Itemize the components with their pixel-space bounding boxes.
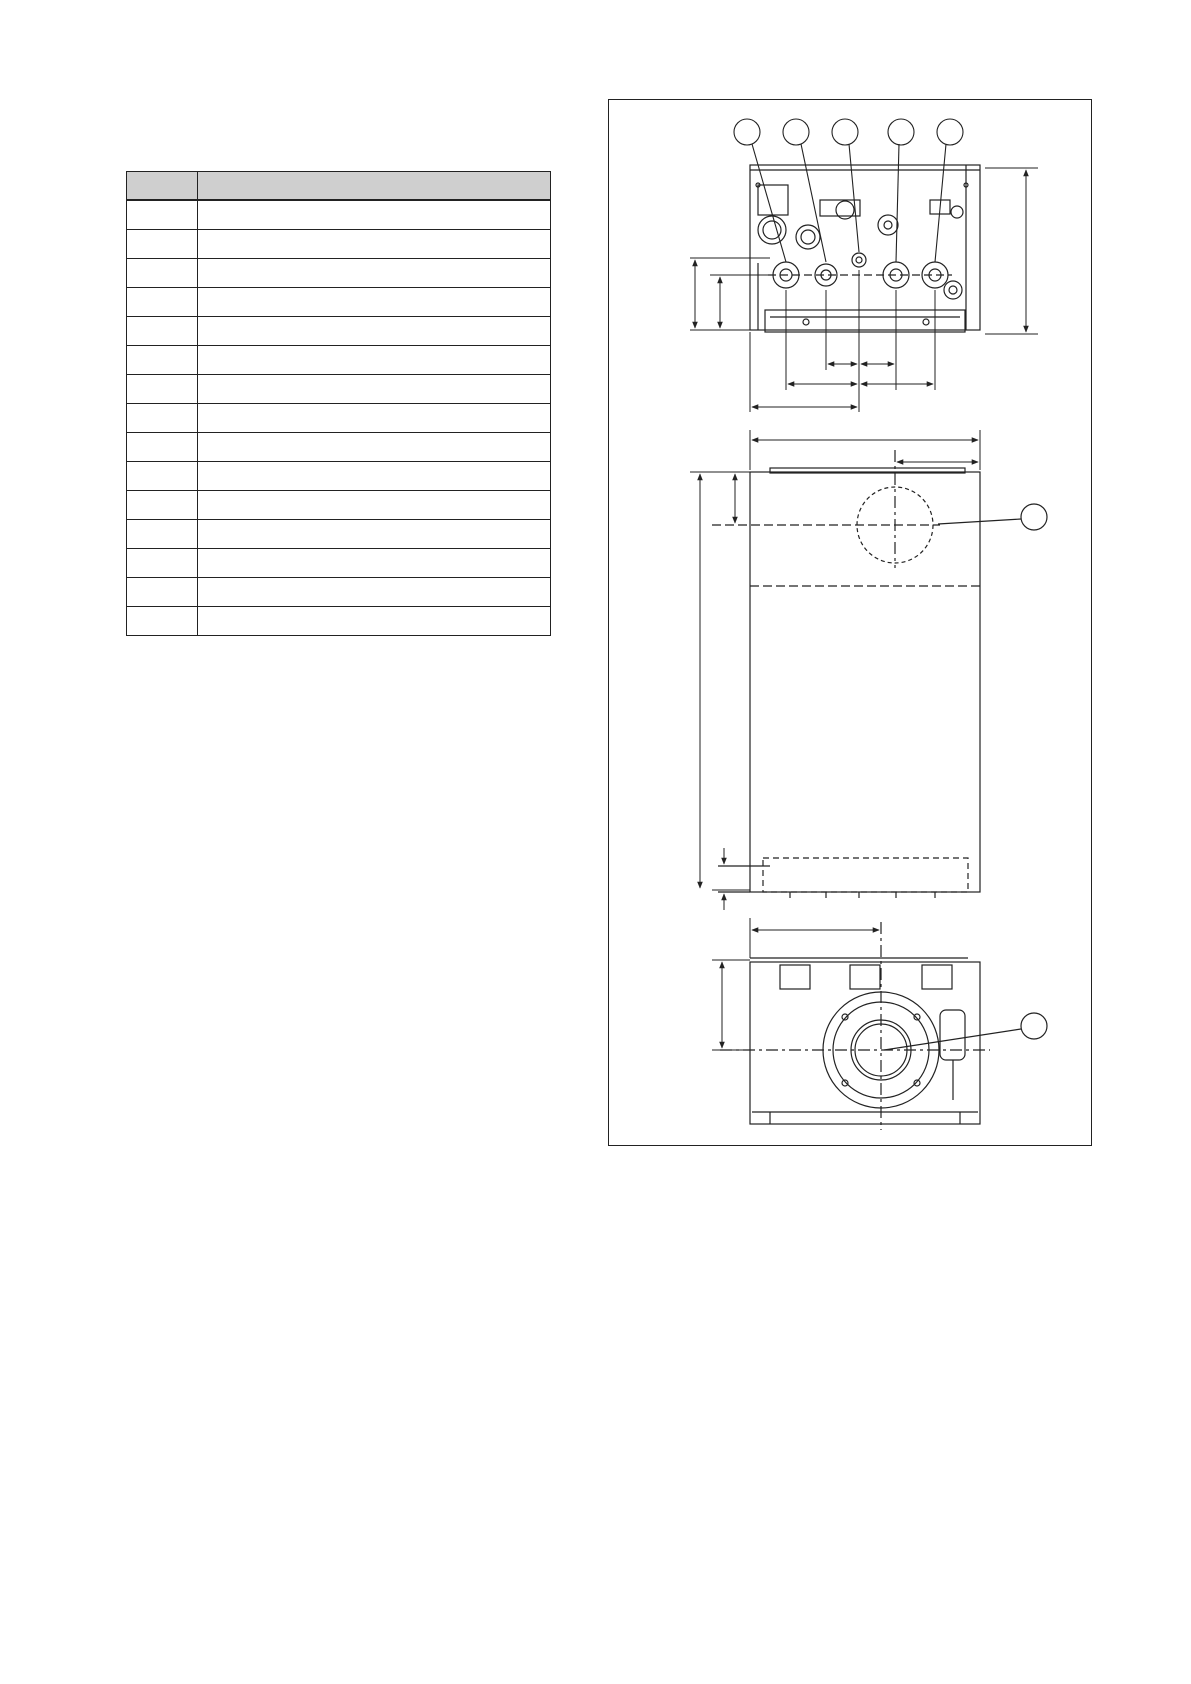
callout-4: [888, 119, 914, 145]
connection-3: [852, 253, 866, 267]
top-view: [750, 165, 980, 332]
front-view-casing: [750, 472, 980, 892]
callout-1: [734, 119, 760, 145]
callout-5: [937, 119, 963, 145]
callout-flue: [1021, 504, 1047, 530]
bottom-view: [720, 922, 1047, 1130]
bottom-view-casing: [750, 962, 980, 1124]
top-view-casing: [750, 165, 980, 330]
front-view: [712, 450, 1047, 898]
callout-2: [783, 119, 809, 145]
callout-front: [1021, 1013, 1047, 1039]
callout-3: [832, 119, 858, 145]
front-view-feet: [790, 892, 935, 898]
